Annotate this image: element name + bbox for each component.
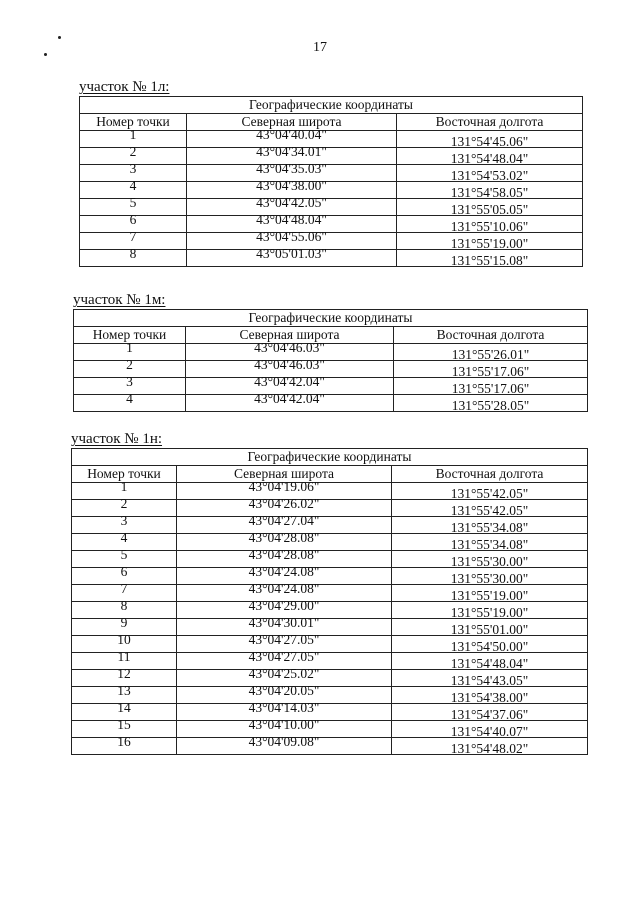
section-title: участок № 1м: bbox=[73, 292, 166, 308]
group-header-row bbox=[74, 310, 588, 327]
longitude-cell: 131°54'53.02" bbox=[397, 168, 583, 185]
point-number-cell: 2 bbox=[80, 144, 187, 161]
column-header-number: Номер точки bbox=[80, 114, 187, 131]
longitude-cell: 131°55'26.01" bbox=[394, 347, 588, 364]
point-number-cell: 10 bbox=[72, 632, 177, 649]
coordinates-table bbox=[79, 96, 583, 267]
longitude-cell: 131°54'58.05" bbox=[397, 185, 583, 202]
latitude-cell: 43°04'27.05" bbox=[177, 649, 392, 666]
latitude-cell: 43°04'46.03" bbox=[186, 357, 394, 374]
point-number-cell: 1 bbox=[80, 127, 187, 144]
section-1m bbox=[73, 292, 588, 412]
column-header-latitude: Северная широта bbox=[187, 114, 397, 131]
latitude-cell: 43°04'28.08" bbox=[177, 530, 392, 547]
longitude-cell: 131°54'48.04" bbox=[397, 151, 583, 168]
point-number-cell: 14 bbox=[72, 700, 177, 717]
longitude-cell: 131°55'42.05" bbox=[392, 503, 588, 520]
latitude-cell: 43°04'55.06" bbox=[187, 229, 397, 246]
longitude-cell: 131°54'48.04" bbox=[392, 656, 588, 673]
group-header-row bbox=[80, 97, 583, 114]
table-body bbox=[72, 479, 588, 756]
longitude-cell: 131°55'01.00" bbox=[392, 622, 588, 639]
section-title: участок № 1н: bbox=[71, 431, 163, 447]
longitude-cell: 131°55'17.06" bbox=[394, 364, 588, 381]
point-number-cell: 1 bbox=[74, 340, 186, 357]
latitude-cell: 43°04'10.00" bbox=[177, 717, 392, 734]
latitude-cell: 43°04'25.02" bbox=[177, 666, 392, 683]
point-number-cell: 12 bbox=[72, 666, 177, 683]
longitude-cell: 131°54'38.00" bbox=[392, 690, 588, 707]
table-body bbox=[74, 340, 588, 413]
coordinates-table bbox=[71, 448, 588, 755]
longitude-cell: 131°55'42.05" bbox=[392, 486, 588, 503]
latitude-cell: 43°04'27.05" bbox=[177, 632, 392, 649]
column-header-latitude: Северная широта bbox=[186, 327, 394, 344]
latitude-cell: 43°04'29.00" bbox=[177, 598, 392, 615]
latitude-cell: 43°04'42.04" bbox=[186, 391, 394, 408]
latitude-cell: 43°04'14.03" bbox=[177, 700, 392, 717]
table-row bbox=[74, 395, 588, 412]
latitude-cell: 43°04'20.05" bbox=[177, 683, 392, 700]
point-number-cell: 4 bbox=[80, 178, 187, 195]
longitude-cell: 131°54'43.05" bbox=[392, 673, 588, 690]
latitude-cell: 43°04'35.03" bbox=[187, 161, 397, 178]
section-title: участок № 1л: bbox=[79, 79, 170, 95]
point-number-cell: 16 bbox=[72, 734, 177, 751]
column-header-longitude: Восточная долгота bbox=[392, 466, 588, 483]
point-number-cell: 5 bbox=[72, 547, 177, 564]
latitude-cell: 43°04'27.04" bbox=[177, 513, 392, 530]
latitude-cell: 43°04'40.04" bbox=[187, 127, 397, 144]
latitude-cell: 43°04'30.01" bbox=[177, 615, 392, 632]
longitude-cell: 131°55'17.06" bbox=[394, 381, 588, 398]
point-number-cell: 4 bbox=[72, 530, 177, 547]
point-number-cell: 3 bbox=[72, 513, 177, 530]
latitude-cell: 43°05'01.03" bbox=[187, 246, 397, 263]
point-number-cell: 3 bbox=[80, 161, 187, 178]
longitude-cell: 131°55'34.08" bbox=[392, 537, 588, 554]
column-header-number: Номер точки bbox=[74, 327, 186, 344]
latitude-cell: 43°04'42.04" bbox=[186, 374, 394, 391]
latitude-cell: 43°04'19.06" bbox=[177, 479, 392, 496]
latitude-cell: 43°04'46.03" bbox=[186, 340, 394, 357]
point-number-cell: 2 bbox=[74, 357, 186, 374]
column-header-number: Номер точки bbox=[72, 466, 177, 483]
longitude-cell: 131°55'30.00" bbox=[392, 571, 588, 588]
point-number-cell: 1 bbox=[72, 479, 177, 496]
latitude-cell: 43°04'34.01" bbox=[187, 144, 397, 161]
longitude-cell: 131°54'40.07" bbox=[392, 724, 588, 741]
point-number-cell: 3 bbox=[74, 374, 186, 391]
longitude-cell: 131°54'45.06" bbox=[397, 134, 583, 151]
latitude-cell: 43°04'48.04" bbox=[187, 212, 397, 229]
coordinates-table bbox=[73, 309, 588, 412]
point-number-cell: 11 bbox=[72, 649, 177, 666]
latitude-cell: 43°04'26.02" bbox=[177, 496, 392, 513]
point-number-cell: 15 bbox=[72, 717, 177, 734]
longitude-cell: 131°55'10.06" bbox=[397, 219, 583, 236]
section-1l bbox=[79, 79, 583, 267]
group-header-row bbox=[72, 449, 588, 466]
table-row bbox=[80, 250, 583, 267]
latitude-cell: 43°04'38.00" bbox=[187, 178, 397, 195]
longitude-cell: 131°55'19.00" bbox=[392, 605, 588, 622]
point-number-cell: 4 bbox=[74, 391, 186, 408]
group-header: Географические координаты bbox=[74, 310, 588, 327]
point-number-cell: 7 bbox=[80, 229, 187, 246]
table-row bbox=[72, 738, 588, 755]
longitude-cell: 131°55'15.08" bbox=[397, 253, 583, 270]
point-number-cell: 8 bbox=[72, 598, 177, 615]
longitude-cell: 131°54'37.06" bbox=[392, 707, 588, 724]
longitude-cell: 131°54'50.00" bbox=[392, 639, 588, 656]
point-number-cell: 13 bbox=[72, 683, 177, 700]
point-number-cell: 9 bbox=[72, 615, 177, 632]
latitude-cell: 43°04'42.05" bbox=[187, 195, 397, 212]
column-header-longitude: Восточная долгота bbox=[394, 327, 588, 344]
longitude-cell: 131°55'28.05" bbox=[394, 398, 588, 415]
longitude-cell: 131°55'19.00" bbox=[397, 236, 583, 253]
table-body bbox=[80, 127, 583, 268]
longitude-cell: 131°55'34.08" bbox=[392, 520, 588, 537]
point-number-cell: 6 bbox=[72, 564, 177, 581]
column-header-latitude: Северная широта bbox=[177, 466, 392, 483]
group-header: Географические координаты bbox=[80, 97, 583, 114]
longitude-cell: 131°55'05.05" bbox=[397, 202, 583, 219]
longitude-cell: 131°55'30.00" bbox=[392, 554, 588, 571]
longitude-cell: 131°54'48.02" bbox=[392, 741, 588, 758]
latitude-cell: 43°04'28.08" bbox=[177, 547, 392, 564]
scan-mark-dot bbox=[58, 36, 61, 39]
page-number: 17 bbox=[313, 40, 327, 55]
point-number-cell: 8 bbox=[80, 246, 187, 263]
latitude-cell: 43°04'09.08" bbox=[177, 734, 392, 751]
column-header-longitude: Восточная долгота bbox=[397, 114, 583, 131]
group-header: Географические координаты bbox=[72, 449, 588, 466]
point-number-cell: 5 bbox=[80, 195, 187, 212]
point-number-cell: 2 bbox=[72, 496, 177, 513]
longitude-cell: 131°55'19.00" bbox=[392, 588, 588, 605]
point-number-cell: 6 bbox=[80, 212, 187, 229]
section-1n bbox=[71, 431, 588, 755]
latitude-cell: 43°04'24.08" bbox=[177, 581, 392, 598]
latitude-cell: 43°04'24.08" bbox=[177, 564, 392, 581]
point-number-cell: 7 bbox=[72, 581, 177, 598]
